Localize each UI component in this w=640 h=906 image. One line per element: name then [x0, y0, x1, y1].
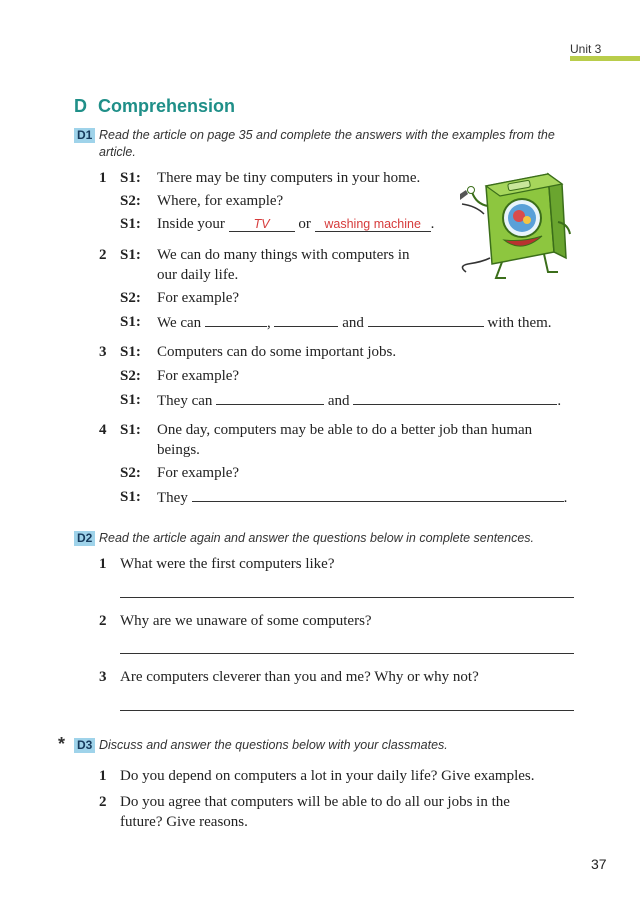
item-4-s1-text-cont: beings.: [157, 442, 200, 458]
item-2-s1b-line: [157, 312, 552, 333]
d3-q2-text: Do you agree that computers will be able to do all our jobs in the: [120, 794, 510, 810]
item-1-s2-speaker: S2:: [120, 193, 141, 209]
d2-q2-text: Why are we unaware of some computers?: [120, 613, 372, 629]
item-3-s1b-speaker: S1:: [120, 392, 141, 408]
d3-q2-number: 2: [99, 794, 107, 810]
item-2-s2-speaker: S2:: [120, 290, 141, 306]
answer-blank[interactable]: [274, 312, 338, 327]
item-1-s1b-or: or: [298, 216, 311, 232]
item-2-s1-speaker: S1:: [120, 247, 141, 263]
d2-q3-text: Are computers cleverer than you and me? Why or why not?: [120, 669, 479, 685]
item-3-end: .: [557, 393, 562, 409]
item-2-s1-text: We can do many things with computers in: [157, 247, 410, 263]
item-2-post: with them.: [487, 315, 552, 331]
answer-blank-washing-machine[interactable]: washing machine: [315, 217, 431, 232]
item-2-and: and: [342, 315, 364, 331]
item-3-and: and: [327, 393, 350, 409]
item-2-s1b-pre: We can: [157, 315, 202, 331]
unit-label: Unit 3: [570, 42, 602, 56]
d1-tag: D1: [74, 128, 95, 143]
d3-q1-number: 1: [99, 768, 107, 784]
answer-blank[interactable]: [353, 390, 557, 405]
d2-q1-text: What were the first computers like?: [120, 556, 335, 572]
answer-blank[interactable]: [216, 390, 324, 405]
item-2-number: 2: [99, 247, 107, 263]
cable-icon: [462, 258, 490, 272]
item-2-s1b-speaker: S1:: [120, 314, 141, 330]
d1-instruction-line2: article.: [99, 145, 136, 159]
item-3-s2-speaker: S2:: [120, 368, 141, 384]
item-4-s1-text: One day, computers may be able to do a better job than human: [157, 422, 533, 438]
d2-instruction: Read the article again and answer the questions below in complete sentences.: [99, 531, 534, 545]
answer-blank-tv[interactable]: TV: [229, 217, 295, 232]
d3-instruction: Discuss and answer the questions below with your classmates.: [99, 738, 448, 752]
item-1-s1b-line: [157, 214, 434, 234]
d2-q3-answer-line[interactable]: [120, 710, 574, 711]
d2-q2-number: 2: [99, 613, 107, 629]
item-3-s1b-pre: They can: [157, 393, 213, 409]
item-1-s1b-speaker: S1:: [120, 216, 141, 232]
d2-q2-answer-line[interactable]: [120, 653, 574, 654]
d3-q2-text-cont: future? Give reasons.: [120, 814, 248, 830]
section-title: Comprehension: [98, 96, 236, 116]
item-1-s1-speaker: S1:: [120, 170, 141, 186]
item-1-s1-text: There may be tiny computers in your home.: [157, 170, 421, 186]
item-4-s1-speaker: S1:: [120, 422, 141, 438]
item-2-s2-text: For example?: [157, 290, 240, 306]
item-1-s1b-pre: Inside your: [157, 216, 225, 232]
page-number: 37: [591, 856, 607, 872]
item-4-s1b-line: [157, 487, 567, 508]
answer-blank[interactable]: [368, 312, 484, 327]
item-3-s1-speaker: S1:: [120, 344, 141, 360]
item-1-number: 1: [99, 170, 107, 186]
item-4-s2-text: For example?: [157, 465, 240, 481]
star-icon: *: [58, 734, 66, 754]
item-3-s2-text: For example?: [157, 368, 240, 384]
d2-q3-number: 3: [99, 669, 107, 685]
d3-tag: D3: [74, 738, 95, 753]
d3-q1-text: Do you depend on computers a lot in your daily life? Give examples.: [120, 768, 535, 784]
item-3-s1b-line: [157, 390, 561, 411]
item-1-s1b-end: .: [430, 216, 435, 232]
answer-blank[interactable]: [205, 312, 267, 327]
washing-machine-illustration: [452, 160, 582, 288]
item-2-comma: ,: [266, 315, 271, 331]
item-2-s1-text-cont: our daily life.: [157, 267, 239, 283]
item-3-s1-text: Computers can do some important jobs.: [157, 344, 397, 360]
d2-q1-number: 1: [99, 556, 107, 572]
item-4-s2-speaker: S2:: [120, 465, 141, 481]
item-4-number: 4: [99, 422, 107, 438]
d2-q1-answer-line[interactable]: [120, 597, 574, 598]
item-4-end: .: [563, 490, 568, 506]
section-letter: D: [74, 96, 87, 116]
item-3-number: 3: [99, 344, 107, 360]
item-4-s1b-speaker: S1:: [120, 489, 141, 505]
d1-instruction-line1: Read the article on page 35 and complete the answers with the examples from the: [99, 128, 555, 142]
item-1-s2-text: Where, for example?: [157, 193, 284, 209]
d2-tag: D2: [74, 531, 95, 546]
unit-bar: [570, 56, 640, 61]
item-4-s1b-pre: They: [157, 490, 188, 506]
answer-blank[interactable]: [192, 487, 564, 502]
